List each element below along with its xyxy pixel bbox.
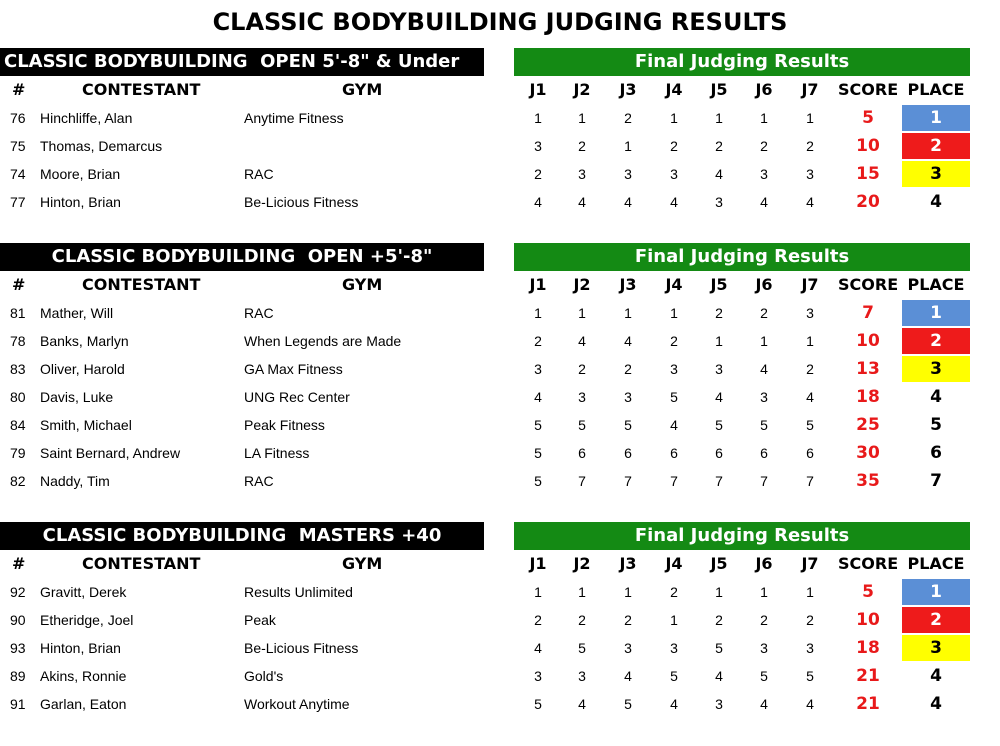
judge-score: 3 [715,696,723,712]
page-title: CLASSIC BODYBUILDING JUDGING RESULTS [212,8,788,36]
placement: 4 [930,387,942,407]
table-row [0,188,1000,216]
judge-score: 1 [806,584,814,600]
total-score: 18 [856,638,880,658]
contestant-name: Hinton, Brian [40,640,121,656]
judge-score: 1 [578,584,586,600]
contestant-number: 91 [10,696,26,712]
contestant-number: 77 [10,194,26,210]
judge-score: 1 [806,110,814,126]
col-header-contestant: CONTESTANT [82,554,201,573]
contestant-number: 81 [10,305,26,321]
judge-score: 5 [578,640,586,656]
judge-score: 3 [578,389,586,405]
judge-score: 3 [806,640,814,656]
contestant-gym: LA Fitness [244,445,310,461]
judge-score: 4 [578,333,586,349]
judge-score: 2 [578,361,586,377]
judge-score: 4 [715,668,723,684]
contestant-name: Moore, Brian [40,166,121,182]
judge-score: 2 [534,612,542,628]
judge-score: 2 [534,333,542,349]
judge-score: 5 [806,417,814,433]
contestant-number: 74 [10,166,26,182]
judge-score: 7 [806,473,814,489]
placement: 4 [930,694,942,714]
col-header-judge: J7 [801,80,819,99]
judge-score: 7 [670,473,678,489]
contestant-number: 83 [10,361,26,377]
judge-score: 4 [534,389,542,405]
judge-score: 5 [534,696,542,712]
contestant-number: 78 [10,333,26,349]
col-header-judge: J4 [665,80,683,99]
judge-score: 5 [670,668,678,684]
judge-score: 1 [578,110,586,126]
total-score: 25 [856,415,880,435]
contestant-gym: Peak [244,612,276,628]
total-score: 5 [862,108,874,128]
judge-score: 5 [670,389,678,405]
contestant-number: 75 [10,138,26,154]
judge-score: 2 [578,612,586,628]
judge-score: 4 [624,668,632,684]
judge-score: 6 [806,445,814,461]
judge-score: 7 [760,473,768,489]
judge-score: 2 [670,138,678,154]
contestant-name: Oliver, Harold [40,361,125,377]
judge-score: 1 [760,333,768,349]
contestant-gym: GA Max Fitness [244,361,343,377]
judge-score: 3 [806,166,814,182]
contestant-name: Gravitt, Derek [40,584,127,600]
col-header-judge: J3 [619,554,637,573]
judge-score: 3 [670,361,678,377]
table-row [0,383,1000,411]
final-results-banner: Final Judging Results [514,243,970,271]
contestant-number: 80 [10,389,26,405]
table-row [0,634,1000,662]
judge-score: 2 [715,305,723,321]
judge-score: 2 [624,110,632,126]
total-score: 10 [856,610,880,630]
contestant-gym: Results Unlimited [244,584,353,600]
judge-score: 3 [624,389,632,405]
division-title: CLASSIC BODYBUILDING OPEN 5'-8" & Under [0,48,484,76]
contestant-gym: Workout Anytime [244,696,350,712]
judge-score: 2 [760,138,768,154]
judge-score: 4 [534,640,542,656]
col-header-score: SCORE [838,275,899,294]
col-header-judge: J3 [619,80,637,99]
judge-score: 4 [670,417,678,433]
contestant-number: 92 [10,584,26,600]
col-header-judge: J5 [710,554,728,573]
judge-score: 2 [806,361,814,377]
contestant-gym: RAC [244,166,274,182]
judge-score: 7 [715,473,723,489]
contestant-gym: Gold's [244,668,284,684]
table-row [0,690,1000,718]
col-header-num: # [12,80,26,99]
judge-score: 1 [806,333,814,349]
col-header-judge: J1 [529,554,547,573]
judge-score: 3 [715,361,723,377]
judge-score: 5 [534,417,542,433]
table-row [0,439,1000,467]
col-header-score: SCORE [838,554,899,573]
placement: 4 [930,192,942,212]
col-header-gym: GYM [342,80,383,99]
judge-score: 3 [534,138,542,154]
judge-score: 1 [534,584,542,600]
judge-score: 4 [760,194,768,210]
col-header-judge: J6 [755,275,773,294]
col-header-judge: J7 [801,554,819,573]
judge-score: 3 [534,361,542,377]
judge-score: 2 [624,612,632,628]
total-score: 21 [856,666,880,686]
contestant-number: 89 [10,668,26,684]
total-score: 35 [856,471,880,491]
table-row [0,132,1000,160]
judge-score: 6 [624,445,632,461]
judge-score: 1 [670,305,678,321]
contestant-name: Mather, Will [40,305,114,321]
col-header-contestant: CONTESTANT [82,80,201,99]
table-row [0,411,1000,439]
contestant-number: 76 [10,110,26,126]
contestant-name: Naddy, Tim [40,473,110,489]
contestant-gym: Anytime Fitness [244,110,344,126]
col-header-place: PLACE [907,275,965,294]
judge-score: 4 [670,194,678,210]
judge-score: 7 [624,473,632,489]
judge-score: 2 [624,361,632,377]
division-title: CLASSIC BODYBUILDING OPEN +5'-8" [0,243,484,271]
placement: 6 [930,443,942,463]
contestant-gym: Peak Fitness [244,417,325,433]
total-score: 15 [856,164,880,184]
judge-score: 2 [670,333,678,349]
total-score: 21 [856,694,880,714]
contestant-gym: Be-Licious Fitness [244,640,359,656]
col-header-judge: J2 [573,554,591,573]
table-row [0,662,1000,690]
judge-score: 3 [578,166,586,182]
judge-score: 5 [578,417,586,433]
judge-score: 2 [760,612,768,628]
total-score: 10 [856,331,880,351]
judge-score: 2 [670,584,678,600]
judge-score: 4 [760,696,768,712]
judge-score: 2 [806,612,814,628]
col-header-judge: J4 [665,275,683,294]
judge-score: 1 [760,110,768,126]
table-row [0,355,1000,383]
contestant-name: Saint Bernard, Andrew [40,445,181,461]
final-results-banner: Final Judging Results [514,522,970,550]
judge-score: 1 [715,333,723,349]
judge-score: 3 [670,640,678,656]
placement: 7 [930,471,942,491]
results-section [0,522,1000,718]
contestant-number: 93 [10,640,26,656]
col-header-judge: J1 [529,275,547,294]
col-header-judge: J7 [801,275,819,294]
col-header-gym: GYM [342,554,383,573]
judge-score: 3 [624,166,632,182]
placement: 1 [902,300,970,326]
judge-score: 1 [624,138,632,154]
total-score: 7 [862,303,874,323]
contestant-name: Etheridge, Joel [40,612,134,628]
placement: 3 [902,161,970,187]
table-row [0,578,1000,606]
contestant-number: 82 [10,473,26,489]
total-score: 5 [862,582,874,602]
col-header-judge: J6 [755,554,773,573]
placement: 4 [930,666,942,686]
contestant-name: Akins, Ronnie [40,668,127,684]
judge-score: 4 [578,696,586,712]
contestant-name: Davis, Luke [40,389,114,405]
judge-score: 2 [715,138,723,154]
col-header-gym: GYM [342,275,383,294]
judge-score: 3 [806,305,814,321]
judge-score: 3 [670,166,678,182]
judge-score: 5 [624,696,632,712]
judge-score: 4 [534,194,542,210]
judge-score: 1 [760,584,768,600]
judge-score: 3 [760,389,768,405]
judge-score: 5 [534,445,542,461]
judge-score: 1 [670,612,678,628]
judge-score: 5 [534,473,542,489]
contestant-name: Banks, Marlyn [40,333,129,349]
contestant-gym: Be-Licious Fitness [244,194,359,210]
contestant-gym: UNG Rec Center [244,389,350,405]
judge-score: 4 [760,361,768,377]
judge-score: 6 [578,445,586,461]
judge-score: 4 [670,696,678,712]
judge-score: 4 [715,389,723,405]
results-section [0,243,1000,495]
placement: 3 [902,356,970,382]
division-title: CLASSIC BODYBUILDING MASTERS +40 [0,522,484,550]
judge-score: 5 [715,640,723,656]
judge-score: 2 [715,612,723,628]
judge-score: 1 [624,584,632,600]
judge-score: 1 [578,305,586,321]
judge-score: 4 [624,194,632,210]
table-row [0,160,1000,188]
placement: 2 [902,607,970,633]
judge-score: 3 [760,166,768,182]
total-score: 10 [856,136,880,156]
table-row [0,299,1000,327]
col-header-place: PLACE [907,80,965,99]
contestant-name: Thomas, Demarcus [40,138,163,154]
col-header-contestant: CONTESTANT [82,275,201,294]
total-score: 13 [856,359,880,379]
col-header-judge: J3 [619,275,637,294]
judge-score: 3 [760,640,768,656]
placement: 2 [902,133,970,159]
table-row [0,327,1000,355]
judge-score: 5 [715,417,723,433]
col-header-judge: J5 [710,80,728,99]
col-header-judge: J2 [573,80,591,99]
contestant-gym: RAC [244,305,274,321]
judge-score: 6 [715,445,723,461]
judge-score: 5 [760,668,768,684]
judge-score: 1 [715,584,723,600]
contestant-name: Hinchliffe, Alan [40,110,133,126]
placement: 3 [902,635,970,661]
judge-score: 3 [534,668,542,684]
col-header-judge: J1 [529,80,547,99]
col-header-judge: J5 [710,275,728,294]
judge-score: 6 [760,445,768,461]
col-header-num: # [12,554,26,573]
judge-score: 6 [670,445,678,461]
judge-score: 2 [760,305,768,321]
contestant-number: 84 [10,417,26,433]
judge-score: 4 [624,333,632,349]
judge-score: 4 [806,389,814,405]
judge-score: 2 [534,166,542,182]
results-section [0,48,1000,216]
col-header-score: SCORE [838,80,899,99]
placement: 2 [902,328,970,354]
placement: 1 [902,579,970,605]
col-header-judge: J4 [665,554,683,573]
table-row [0,606,1000,634]
judge-score: 1 [715,110,723,126]
contestant-name: Hinton, Brian [40,194,121,210]
final-results-banner: Final Judging Results [514,48,970,76]
judge-score: 2 [578,138,586,154]
judge-score: 3 [715,194,723,210]
judge-score: 1 [534,305,542,321]
judge-score: 4 [806,696,814,712]
judge-score: 5 [624,417,632,433]
judge-score: 7 [578,473,586,489]
col-header-judge: J6 [755,80,773,99]
contestant-gym: When Legends are Made [244,333,402,349]
judge-score: 4 [715,166,723,182]
col-header-num: # [12,275,26,294]
total-score: 18 [856,387,880,407]
table-row [0,104,1000,132]
judge-score: 5 [760,417,768,433]
judge-score: 3 [578,668,586,684]
judge-score: 1 [624,305,632,321]
placement: 5 [930,415,942,435]
contestant-name: Smith, Michael [40,417,132,433]
table-row [0,467,1000,495]
col-header-judge: J2 [573,275,591,294]
judge-score: 1 [534,110,542,126]
contestant-number: 79 [10,445,26,461]
contestant-name: Garlan, Eaton [40,696,127,712]
judge-score: 5 [806,668,814,684]
judge-score: 4 [578,194,586,210]
judge-score: 3 [624,640,632,656]
total-score: 20 [856,192,880,212]
contestant-number: 90 [10,612,26,628]
judge-score: 1 [670,110,678,126]
contestant-gym: RAC [244,473,274,489]
placement: 1 [902,105,970,131]
total-score: 30 [856,443,880,463]
judge-score: 4 [806,194,814,210]
judge-score: 2 [806,138,814,154]
col-header-place: PLACE [907,554,965,573]
